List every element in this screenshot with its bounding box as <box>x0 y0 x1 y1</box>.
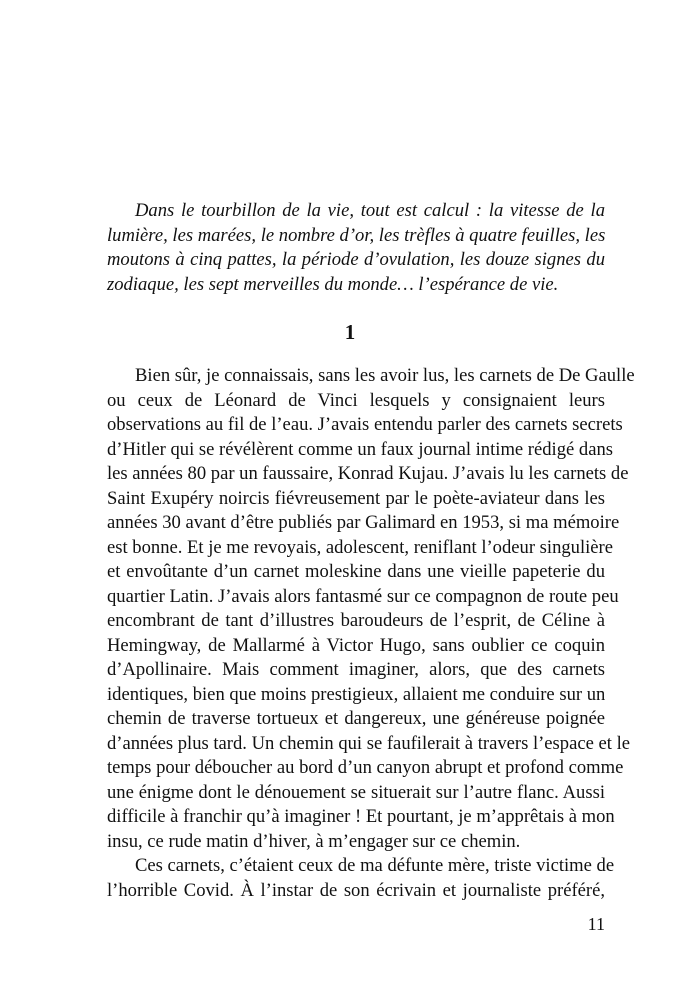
body-line: une énigme dont le dénouement se situerait sur l’autre flanc. Aussi <box>107 781 605 803</box>
body-line: encombrant de tant d’illustres baroudeurs de l’esprit, de Céline à <box>107 610 605 631</box>
body-line: observations au fil de l’eau. J’avais entendu parler des carnets secrets <box>107 414 623 435</box>
epigraph-line: zodiaque, les sept merveilles du monde… l’espérance de vie. <box>107 273 559 295</box>
page-number: 11 <box>587 914 605 934</box>
chapter-number: 1 <box>344 320 356 344</box>
body-line: insu, ce rude matin d’hiver, à m’engager sur ce chemin. <box>107 830 521 852</box>
epigraph <box>107 199 605 297</box>
body-line: difficile à franchir qu’à imaginer ! Et pourtant, je m’apprêtais à mon <box>107 806 615 827</box>
body-line: l’horrible Covid. À l’instar de son écrivain et journaliste préféré, <box>107 879 605 901</box>
epigraph-line: Dans le tourbillon de la vie, tout est calcul : la vitesse de la <box>135 200 605 221</box>
body-line: et envoûtante d’un carnet moleskine dans une vieille papeterie du <box>107 561 605 582</box>
body-line: chemin de traverse tortueux et dangereux, une généreuse poignée <box>107 708 605 729</box>
body-line: Ces carnets, c’étaient ceux de ma défunte mère, triste victime de <box>135 855 615 876</box>
body-line: Bien sûr, je connaissais, sans les avoir lus, les carnets de De Gaulle <box>135 365 635 386</box>
body-text <box>107 364 635 903</box>
body-line: Hemingway, de Mallarmé à Victor Hugo, sans oublier ce coquin <box>107 634 605 656</box>
body-line: d’Apollinaire. Mais comment imaginer, alors, que des carnets <box>107 659 605 680</box>
body-line: quartier Latin. J’avais alors fantasmé sur ce compagnon de route peu <box>107 585 619 607</box>
body-line: Saint Exupéry noircis fiévreusement par le poète-aviateur dans les <box>107 487 605 509</box>
body-line: temps pour déboucher au bord d’un canyon abrupt et profond comme <box>107 757 624 778</box>
body-line: d’années plus tard. Un chemin qui se faufilerait à travers l’espace et le <box>107 732 630 754</box>
epigraph-line: lumière, les marées, le nombre d’or, les trèfles à quatre feuilles, les <box>107 224 606 246</box>
body-line: les années 80 par un faussaire, Konrad Kujau. J’avais lu les carnets de <box>107 463 629 484</box>
body-line: d’Hitler qui se révélèrent comme un faux journal intime rédigé dans <box>107 438 613 460</box>
body-line: est bonne. Et je me revoyais, adolescent, reniflant l’odeur singulière <box>107 536 613 558</box>
body-line: ou ceux de Léonard de Vinci lesquels y consignaient leurs <box>107 389 605 411</box>
body-line: années 30 avant d’être publiés par Galimard en 1953, si ma mémoire <box>107 512 620 533</box>
epigraph-line: moutons à cinq pattes, la période d’ovulation, les douze signes du <box>107 249 605 270</box>
body-line: identiques, bien que moins prestigieux, allaient me conduire sur un <box>107 683 606 705</box>
